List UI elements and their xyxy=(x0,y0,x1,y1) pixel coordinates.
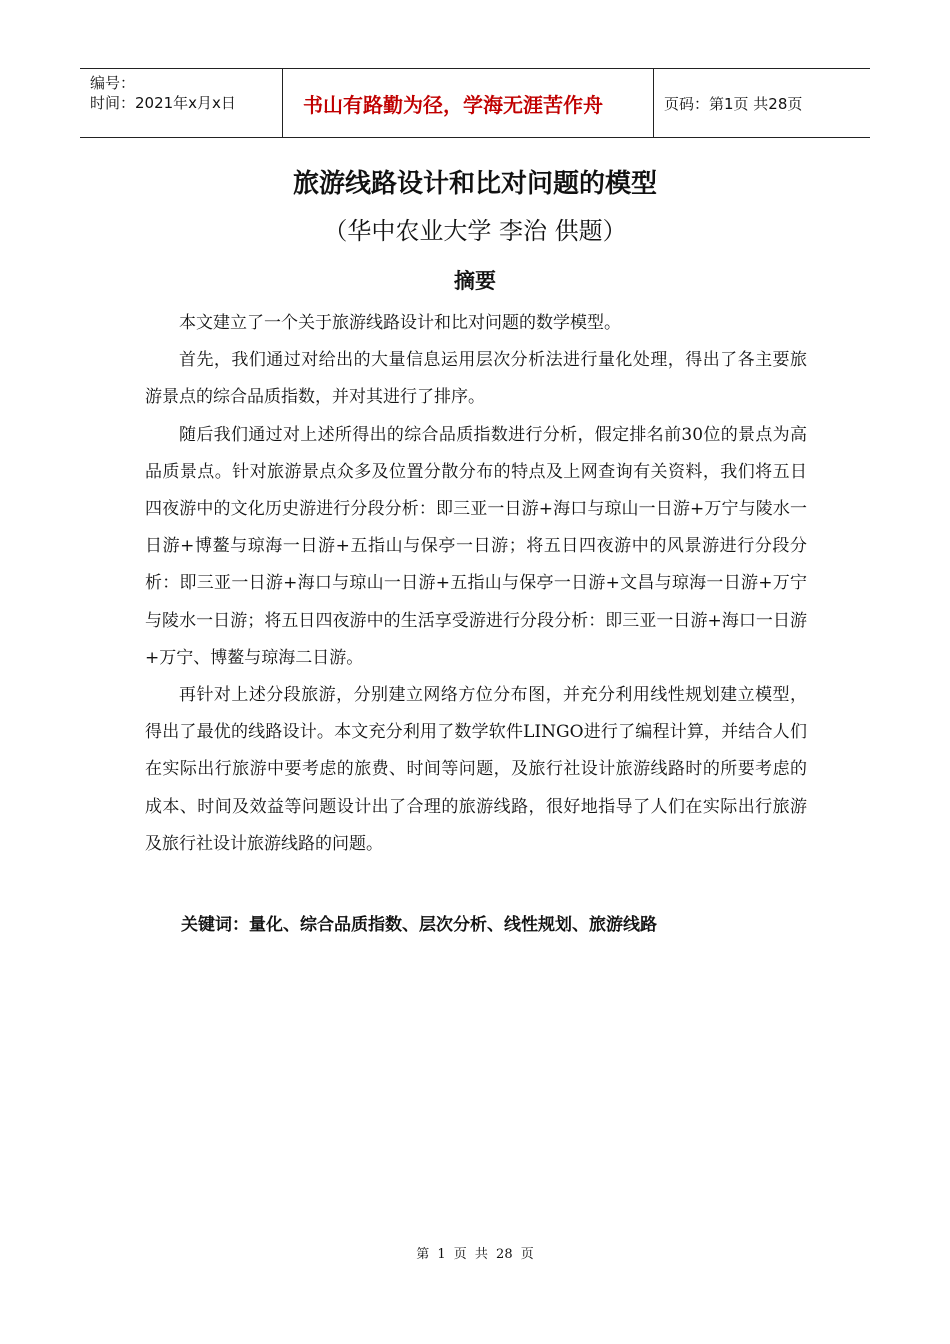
abstract-heading: 摘要 xyxy=(454,268,496,293)
abstract-paragraph: 首先，我们通过对给出的大量信息运用层次分析法进行量化处理，得出了各主要旅游景点的综合品质指数，并对其进行了排序。 xyxy=(145,350,807,408)
abstract-body xyxy=(145,305,807,863)
header-table xyxy=(80,68,870,138)
header-motto: 书山有路勤为径，学海无涯苦作舟 xyxy=(282,69,654,137)
page-footer: 第 1 页 共 28 页 xyxy=(416,1247,534,1262)
document-title: 旅游线路设计和比对问题的模型 xyxy=(292,169,657,199)
document-number-label: 编号： xyxy=(90,74,136,92)
header-meta xyxy=(80,69,282,137)
abstract-paragraph: 再针对上述分段旅游，分别建立网络方位分布图，并充分利用线性规划建立模型，得出了最优的线路设计。本文充分利用了数学软件LINGO进行了编程计算，并结合人们在实际出行旅游中要考虑的旅费、时间等问题，及旅行社设计旅游线路时的所要考虑的成本、时间及效益等问题设计出了合理的旅游线路，很好地指导了人们在实际出行旅游及旅行社设计旅游线路的问题。 xyxy=(145,685,807,854)
abstract-paragraph: 随后我们通过对上述所得出的综合品质指数进行分析，假定排名前30位的景点为高品质景点。针对旅游景点众多及位置分散分布的特点及上网查询有关资料，我们将五日四夜游中的文化历史游进行分段分析：即三亚一日游+海口与琼山一日游+万宁与陵水一日游+博鳌与琼海一日游+五指山与保亭一日游；将五日四夜游中的风景游进行分段分析：即三亚一日游+海口与琼山一日游+五指山与保亭一日游+文昌与琼海一日游+万宁与陵水一日游；将五日四夜游中的生活享受游进行分段分析：即三亚一日游+海口一日游+万宁、博鳌与琼海二日游。 xyxy=(145,424,807,668)
document-subtitle: （华中农业大学 李治 供题） xyxy=(323,217,627,245)
keywords: 关键词：量化、综合品质指数、层次分析、线性规划、旅游线路 xyxy=(181,915,657,935)
abstract-paragraph: 本文建立了一个关于旅游线路设计和比对问题的数学模型。 xyxy=(179,313,621,333)
document-time: 时间：2021年x月x日 xyxy=(90,94,236,112)
header-page-info: 页码：第1页 共28页 xyxy=(664,94,803,113)
